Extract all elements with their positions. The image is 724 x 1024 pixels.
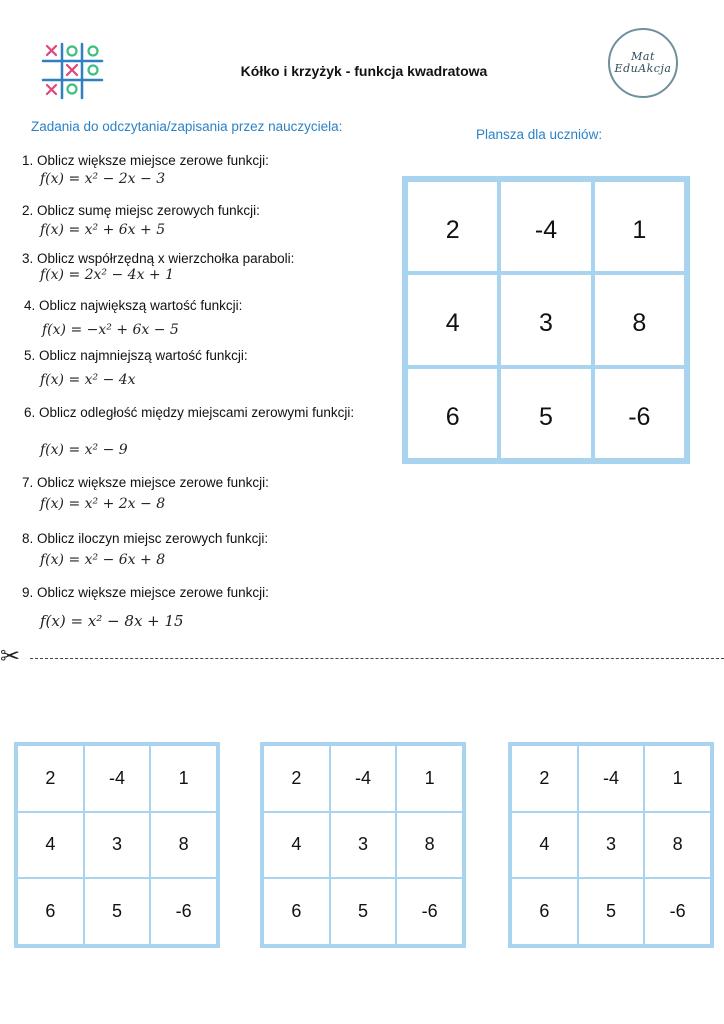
board-cell: 8: [593, 273, 686, 366]
task-number: 8.: [22, 531, 34, 546]
board-cell: -6: [593, 367, 686, 460]
task-text: Oblicz większe miejsce zerowe funkcji:: [37, 475, 269, 490]
board-cell: 6: [17, 878, 84, 945]
board-cell: 5: [330, 878, 397, 945]
task-formula: f(x) = x² + 2x − 8: [40, 496, 166, 512]
board-cell: 4: [511, 812, 578, 879]
board-cell: 2: [511, 745, 578, 812]
task-text: Oblicz największą wartość funkcji:: [39, 298, 243, 313]
task-8: [22, 530, 382, 547]
task-number: 7.: [22, 475, 34, 490]
board-cell: 6: [263, 878, 330, 945]
board-cell: 8: [644, 812, 711, 879]
task-formula: f(x) = x² − 9: [40, 442, 128, 458]
task-number: 9.: [22, 585, 34, 600]
task-text: Oblicz iloczyn miejsc zerowych funkcji:: [37, 531, 269, 546]
board-cell: 4: [263, 812, 330, 879]
board-cell: 3: [578, 812, 645, 879]
board-cell: -6: [644, 878, 711, 945]
task-formula: f(x) = −x² + 6x − 5: [42, 322, 179, 338]
scissors-icon: ✂: [0, 643, 21, 670]
board-cell: 1: [396, 745, 463, 812]
board-cell: 6: [406, 367, 499, 460]
board-cell: -4: [330, 745, 397, 812]
board-cell: -4: [499, 180, 592, 273]
task-text: Oblicz odległość między miejscami zerowymi funkcji:: [39, 405, 355, 420]
task-text: Oblicz współrzędną x wierzchołka paraboli:: [37, 251, 295, 266]
task-4: [24, 297, 384, 314]
logo-line-2: EduAkcja: [614, 62, 672, 75]
task-6: [24, 404, 364, 421]
task-1: [22, 152, 382, 169]
board-cell: 2: [406, 180, 499, 273]
logo-line-1: Mat: [631, 50, 655, 63]
task-text: Oblicz najmniejszą wartość funkcji:: [39, 348, 248, 363]
task-formula: f(x) = x² + 6x + 5: [40, 222, 166, 238]
page-title: Kółko i krzyżyk - funkcja kwadratowa: [240, 63, 488, 79]
student-board: [402, 176, 690, 464]
board-cell: 4: [406, 273, 499, 366]
board-cell: 2: [263, 745, 330, 812]
board-cell: -4: [84, 745, 151, 812]
task-2: [22, 202, 382, 219]
board-cell: 1: [593, 180, 686, 273]
task-number: 3.: [22, 251, 34, 266]
task-formula: f(x) = x² − 6x + 8: [40, 552, 166, 568]
board-cell: 8: [396, 812, 463, 879]
board-cell: 4: [17, 812, 84, 879]
board-cell: 1: [644, 745, 711, 812]
task-formula: f(x) = x² − 2x − 3: [40, 171, 166, 187]
board-cell: 5: [578, 878, 645, 945]
task-5: [24, 347, 384, 364]
board-cell: -6: [150, 878, 217, 945]
board-cell: 8: [150, 812, 217, 879]
task-number: 4.: [24, 298, 36, 313]
student-board-copy-2: [260, 742, 466, 948]
task-number: 6.: [24, 405, 36, 420]
task-formula: f(x) = 2x² − 4x + 1: [40, 267, 175, 283]
student-board-copy-1: [14, 742, 220, 948]
cut-line-divider: [30, 658, 724, 659]
task-7: [22, 474, 382, 491]
student-board-copy-3: [508, 742, 714, 948]
task-text: Oblicz większe miejsce zerowe funkcji:: [37, 585, 269, 600]
board-cell: 3: [84, 812, 151, 879]
task-number: 1.: [22, 153, 34, 168]
task-text: Oblicz większe miejsce zerowe funkcji:: [37, 153, 269, 168]
board-cell: 5: [84, 878, 151, 945]
task-number: 5.: [24, 348, 36, 363]
teacher-heading: Zadania do odczytania/zapisania przez nauczyciela:: [31, 119, 343, 134]
board-cell: 5: [499, 367, 592, 460]
board-cell: 6: [511, 878, 578, 945]
board-cell: 3: [330, 812, 397, 879]
board-cell: 2: [17, 745, 84, 812]
task-3: [22, 250, 382, 267]
task-9: [22, 584, 382, 601]
board-heading: Plansza dla uczniów:: [476, 127, 603, 142]
task-text: Oblicz sumę miejsc zerowych funkcji:: [37, 203, 260, 218]
task-formula: f(x) = x² − 4x: [40, 372, 136, 388]
board-cell: 1: [150, 745, 217, 812]
mat-eduakcja-logo: [608, 28, 678, 98]
task-number: 2.: [22, 203, 34, 218]
board-cell: 3: [499, 273, 592, 366]
task-formula: f(x) = x² − 8x + 15: [40, 612, 184, 630]
board-cell: -4: [578, 745, 645, 812]
board-cell: -6: [396, 878, 463, 945]
